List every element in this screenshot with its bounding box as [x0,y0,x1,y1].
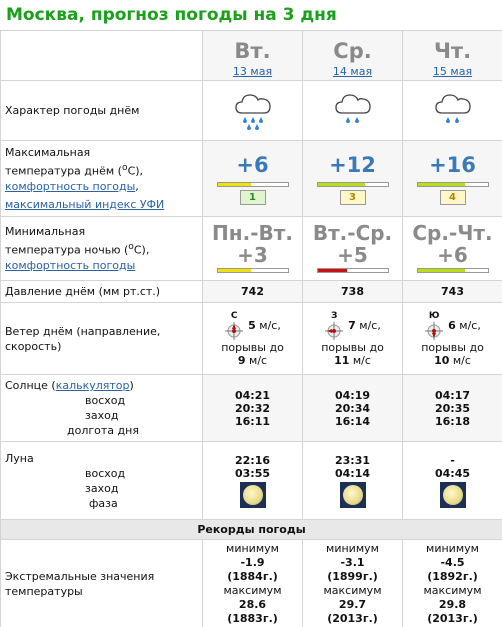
comfort-link[interactable]: комфортность погоды [5,258,136,272]
moonset-time: 04:14 [334,466,370,480]
wind-compass-icon [224,311,244,341]
phase-label: фаза [89,496,118,510]
record-max-year: (1883г.) [227,611,278,625]
wind-compass-icon [324,311,344,341]
min-temp-label [1,217,203,281]
day-length: 16:14 [334,414,370,428]
max-temp-label: Максимальная температура днём ($^o$C), комфортность погоды, максимальный индекс УФИ [1,141,203,217]
comfort-bar [317,268,389,273]
night-period: Вт.-Ср. [312,220,393,245]
gust-unit: м/с [352,353,371,367]
gust-value: 9 [237,353,246,367]
extreme-label: Экстремальные значения температуры [1,540,203,627]
sun-cell [203,375,303,442]
comfort-bar [317,182,389,187]
day-date-link[interactable]: 13 мая [232,64,273,78]
gust-value: 10 [434,353,450,367]
sunrise-time: 04:19 [334,388,370,402]
day-header [403,31,502,81]
day-date-link[interactable]: 15 мая [432,64,473,78]
max-temp-cell [203,141,303,217]
wind-cell [403,303,502,375]
wind-unit: м/с, [359,319,381,332]
calculator-link[interactable]: калькулятор [55,379,130,392]
comfort-bar [417,268,489,273]
page-title: Москва, прогноз погоды на 3 дня [6,5,337,25]
moon-phase-icon [240,482,266,508]
moonrise-label: восход [85,466,126,480]
gust-value: 11 [334,353,350,367]
degree-sign: o [128,241,134,253]
day-length: 16:18 [434,414,470,428]
record-max-year: (2013г.) [327,611,378,625]
max-temp-value: +12 [329,153,376,177]
max-temp-value: +16 [429,153,476,177]
label-text: температура днём ( [5,164,122,178]
record-min-year: (1892г.) [427,569,478,583]
moon-label [1,442,203,520]
degree-sign: o [121,162,128,174]
day-header [203,31,303,81]
label-line [5,239,198,258]
pressure-label: Давление днём (мм рт.ст.) [1,281,203,303]
wind-direction: Ю [428,310,440,321]
comfort-bar-fill [218,269,252,272]
record-max-value: 28.6 [238,597,267,611]
day-name: Ср. [333,38,372,63]
records-cell [303,540,403,627]
label-text: C), [127,164,144,178]
wind-speed: 7 [348,319,356,332]
max-temp-cell [303,141,403,217]
comfort-bar-fill [418,269,466,272]
moonrise-time: 22:16 [234,453,270,467]
uv-link[interactable]: максимальный индекс УФИ [5,197,165,211]
sun-cell [303,375,403,442]
moon-phase-icon [440,482,466,508]
moonset-time: 04:45 [434,466,470,480]
max-temp-value: +6 [236,153,269,177]
night-period: Ср.-Чт. [412,220,493,245]
weather-cell [203,81,303,141]
comfort-bar-fill [318,269,347,272]
record-min-value: -4.5 [440,555,465,569]
records-header: Рекорды погоды [1,520,502,540]
forecast-table [0,30,502,627]
record-min-year: (1884г.) [227,569,278,583]
pressure-value: 738 [303,281,403,303]
record-min-value: -1.9 [240,555,265,569]
min-temp-value: +6 [437,242,468,267]
cloud-rain-icon [433,87,473,131]
comfort-bar [217,268,289,273]
moonrise-time: - [450,453,455,467]
record-min-label: минимум [426,541,479,555]
night-period: Пн.-Вт. [212,220,293,245]
label-text: Солнце ( [5,379,56,392]
comfort-bar-fill [218,183,252,186]
pressure-value: 743 [403,281,502,303]
day-date-link[interactable]: 14 мая [332,64,373,78]
min-temp-cell [203,217,303,281]
wind-cell [203,303,303,375]
gust-unit: м/с [249,353,268,367]
day-header [303,31,403,81]
sunrise-time: 04:21 [234,388,270,402]
wind-cell [303,303,403,375]
uv-badge: 3 [340,190,366,205]
comfort-bar-fill [418,183,466,186]
moonrise-time: 23:31 [334,453,370,467]
label-text: ) [129,379,134,392]
min-temp-cell [403,217,502,281]
comfort-bar [417,182,489,187]
daylength-label: долгота дня [67,424,139,437]
label-text: C), [133,243,150,257]
comfort-link[interactable]: комфортность погоды [5,179,136,193]
moon-cell [203,442,303,520]
label-line [5,160,198,179]
cloud-rain-icon [233,87,273,131]
record-min-label: минимум [326,541,379,555]
label-line: Минимальная [5,225,86,239]
day-length: 16:11 [234,414,270,428]
weather-label: Характер погоды днём [1,81,203,141]
max-temp-cell [403,141,502,217]
gust-label: порывы до [421,340,484,354]
moon-phase-icon [340,482,366,508]
wind-label: Ветер днём (направление, скорость) [1,303,203,375]
day-name: Вт. [234,38,271,63]
moonset-label: заход [85,481,119,495]
wind-speed: 6 [448,319,456,332]
sunset-time: 20:34 [334,401,370,415]
sunset-time: 20:32 [234,401,270,415]
record-max-label: максимум [223,583,282,597]
moonset-time: 03:55 [234,466,270,480]
record-min-year: (1899г.) [327,569,378,583]
moon-cell [403,442,502,520]
record-max-label: максимум [423,583,482,597]
wind-direction: С [230,310,238,321]
record-max-year: (2013г.) [427,611,478,625]
wind-direction: З [330,310,338,321]
uv-badge: 1 [240,190,266,205]
uv-badge: 4 [440,190,466,205]
gust-unit: м/с [452,353,471,367]
record-max-value: 29.8 [438,597,467,611]
record-min-label: минимум [226,541,279,555]
pressure-value: 742 [203,281,303,303]
label-text: температура ночью ( [5,243,129,257]
wind-speed: 5 [248,319,256,332]
min-temp-value: +5 [337,242,368,267]
record-max-label: максимум [323,583,382,597]
sunrise-label: восход [85,394,126,407]
sunset-label: заход [85,409,119,422]
weather-cell [303,81,403,141]
weather-cell [403,81,502,141]
comfort-bar-fill [318,183,366,186]
cloud-rain-icon [333,87,373,131]
day-name: Чт. [433,38,472,63]
min-temp-cell [303,217,403,281]
wind-compass-icon [424,311,444,341]
sunset-time: 20:35 [434,401,470,415]
label-line: Максимальная [5,146,91,160]
wind-unit: м/с, [259,319,281,332]
sunrise-time: 04:17 [434,388,470,402]
sun-cell [403,375,502,442]
records-cell [203,540,303,627]
gust-label: порывы до [321,340,384,354]
min-temp-value: +3 [237,242,268,267]
records-cell [403,540,502,627]
sun-label [1,375,203,442]
comfort-bar [217,182,289,187]
label-text: Луна [5,451,34,465]
corner-cell [1,31,203,81]
record-max-value: 29.7 [338,597,367,611]
gust-label: порывы до [221,340,284,354]
wind-unit: м/с, [459,319,481,332]
moon-cell [303,442,403,520]
record-min-value: -3.1 [340,555,365,569]
